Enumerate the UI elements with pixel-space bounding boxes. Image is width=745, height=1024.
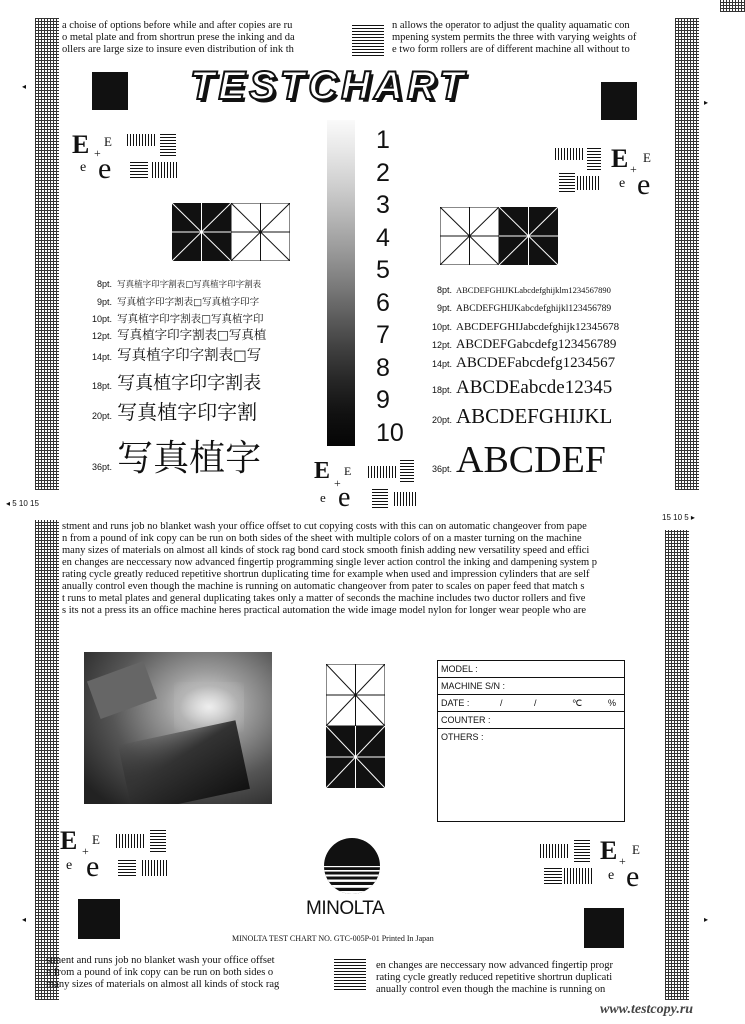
en-sample-9pt (412, 298, 611, 316)
line-pair-bars (368, 466, 396, 478)
size-label: 14pt. (91, 352, 112, 362)
glyph-e-lower-small: e (320, 490, 326, 505)
temperature-unit: ℃ (572, 698, 583, 708)
en-sample-10pt (412, 317, 619, 335)
scale-marker-left: ◂ 5 10 15 (6, 499, 39, 508)
line-pair-bars (555, 148, 583, 160)
line-pair-bars (540, 844, 570, 858)
glyph-e-lower-large: e (626, 860, 640, 893)
glyph-e-small: E (92, 832, 100, 847)
jp-sample-36pt (72, 430, 261, 481)
date-separator: / (500, 698, 503, 708)
glyph-e-large: E (314, 458, 331, 484)
glyph-plus: + (334, 476, 341, 490)
en-sample-8pt (412, 280, 611, 298)
gray-scale-strip (327, 120, 355, 446)
form-counter: COUNTER : (438, 712, 624, 729)
step-label: 6 (376, 288, 390, 317)
glyph-e-lower-small: e (66, 858, 73, 873)
glyph-e-large: E (60, 826, 78, 855)
form-date: DATE : (441, 698, 470, 708)
black-square (78, 899, 120, 939)
size-label: 20pt. (91, 411, 112, 421)
form-date-row (438, 695, 624, 712)
page-title: TESTCHART (190, 64, 468, 108)
size-label: 12pt. (91, 331, 112, 341)
glyph-e-lower-small: e (619, 176, 626, 191)
sample-text: ABCDEFGHIJKL (456, 404, 613, 428)
glyph-e-lower-large: e (338, 482, 351, 513)
photo-shadow (118, 720, 250, 804)
black-square (92, 72, 128, 110)
line-pair-bars (574, 838, 590, 862)
step-label: 7 (376, 321, 390, 349)
line-pair-bars (587, 146, 601, 170)
top-right-corner-grid (720, 0, 745, 12)
text-line: n allows the operator to adjust the quality aquamatic con (392, 20, 630, 31)
en-sample-36pt (412, 438, 606, 482)
resolution-target-top-left (72, 130, 182, 190)
left-grid-strip-bottom (35, 520, 59, 1000)
en-sample-20pt (412, 404, 612, 429)
form-others: OTHERS : (441, 732, 484, 742)
line-pair-bars (127, 134, 157, 146)
left-marker-arrow: ◂ (22, 82, 27, 91)
text-line: en changes are neccessary now advanced fingertip programming single lever action control the inking and dampening system p (62, 557, 598, 568)
star-target-left (172, 203, 290, 261)
text-line: rating cycle greatly reduced repetitive shortrun duplicati (376, 972, 613, 983)
text-line: stment and runs job no blanket wash your office offset (46, 955, 275, 966)
step-label: 9 (376, 386, 390, 414)
size-label: 36pt. (431, 464, 452, 474)
sample-text: 写真植字印字割表□写 (117, 348, 262, 364)
star-target-vertical (326, 664, 385, 788)
text-line: stment and runs job no blanket wash your office offset to cut copying costs with this can on automatic changeover from pape (62, 521, 587, 532)
left-marker-arrow-2: ◂ (22, 915, 27, 924)
glyph-plus: + (94, 146, 101, 160)
size-label: 8pt. (436, 285, 452, 295)
body-paragraph (62, 521, 662, 617)
size-label: 8pt. (96, 279, 112, 289)
star-target-right (440, 207, 558, 265)
line-pair-bars (118, 860, 136, 876)
text-line: e two form rollers are of different machine all without to (392, 44, 630, 55)
sample-text: ABCDEFGHIJabcdefghijk12345678 (456, 321, 620, 333)
line-pair-bars (544, 866, 562, 884)
size-label: 20pt. (431, 415, 452, 425)
text-line: many sizes of materials on almost all kinds of stock rag bond card stock smooth finish adding new versatility speed and effici (62, 545, 590, 556)
size-label: 36pt. (91, 462, 112, 472)
glyph-e-lower-large: e (637, 168, 651, 201)
glyph-plus: + (619, 854, 626, 868)
text-line: anually control even though the machine is running on (376, 984, 606, 995)
text-line: s its not a press its an office machine heres practical automation the wide image model nylon for longer wear people who are (62, 605, 587, 616)
line-pair-bars (152, 162, 178, 178)
right-marker-arrow-2: ▸ (704, 915, 709, 924)
jp-sample-20pt (72, 396, 257, 425)
minolta-logo-icon (322, 836, 382, 896)
right-grid-strip-bottom (665, 530, 689, 1000)
glyph-plus: + (630, 162, 637, 176)
size-label: 9pt. (96, 297, 112, 307)
footer-text-left (46, 955, 328, 991)
line-pair-bars (160, 132, 176, 156)
glyph-e-lower-small: e (608, 868, 615, 883)
text-line: n from a pound of ink copy can be run on both sides o (46, 967, 274, 978)
step-label: 1 (376, 126, 390, 154)
right-grid-strip-top (675, 18, 699, 490)
form-model: MODEL : (438, 661, 624, 678)
text-line: rating cycle greatly reduced repetitive shortrun duplicating time for example when used and impression cylinders that are self (62, 569, 590, 580)
glyph-e-lower-large: e (86, 850, 100, 883)
glyph-e-lower-large: e (98, 152, 112, 185)
text-line: o metal plate and from shortrun prese the inking and da (62, 32, 295, 43)
text-line: t runs to metal plates and general duplicating takes only a matter of seconds the machine includes two ductor rollers and five (62, 593, 586, 604)
size-label: 14pt. (431, 359, 452, 369)
step-label: 5 (376, 256, 390, 284)
jp-sample-14pt (72, 344, 261, 365)
sample-text: 写真植字印字割表□写真植字印字割表 (117, 280, 262, 290)
header-text-left (62, 20, 362, 56)
glyph-e-lower-small: e (80, 160, 87, 175)
size-label: 9pt. (436, 303, 452, 313)
gray-scale-steps (376, 124, 416, 449)
size-label: 18pt. (431, 385, 452, 395)
humidity-unit: % (608, 698, 617, 708)
watermark: www.testcopy.ru (600, 1002, 694, 1017)
sample-text: ABCDEFabcdefg1234567 (456, 355, 616, 371)
halftone-photo (84, 652, 272, 804)
info-form (437, 660, 625, 822)
line-pair-bars (142, 860, 168, 876)
glyph-e-small: E (104, 134, 112, 149)
line-pair-bars (116, 834, 146, 848)
text-line: en changes are neccessary now advanced fingertip progr (376, 960, 614, 971)
size-label: 12pt. (431, 340, 452, 350)
line-pair-bars (394, 492, 418, 506)
size-label: 10pt. (91, 314, 112, 324)
en-sample-12pt (412, 335, 616, 353)
sample-text: ABCDEFGabcdefg123456789 (456, 336, 617, 351)
glyph-e-large: E (611, 144, 629, 173)
text-line: mpening system permits the three with varying weights of (392, 32, 637, 43)
line-pair-bars (559, 172, 575, 192)
sample-text: ABCDEabcde12345 (456, 377, 613, 398)
jp-sample-12pt (72, 324, 266, 343)
resolution-bars-header (352, 24, 384, 56)
line-pair-bars (150, 828, 166, 852)
glyph-e-small: E (344, 464, 352, 478)
resolution-target-top-right (555, 144, 665, 204)
glyph-plus: + (82, 844, 89, 858)
date-separator: / (534, 698, 537, 708)
sample-text: ABCDEFGHIJKLabcdefghijklm1234567890 (456, 285, 611, 295)
line-pair-bars (564, 868, 592, 884)
size-label: 10pt. (431, 322, 452, 332)
left-grid-strip-top (35, 18, 59, 490)
resolution-target-center (314, 458, 424, 514)
resolution-target-bottom-right (540, 836, 650, 896)
jp-sample-8pt (72, 272, 261, 291)
photo-object (87, 661, 157, 719)
black-square (584, 908, 624, 948)
sample-text: 写真植字印字割表□写真植 (117, 327, 267, 342)
text-line: many sizes of materials on almost all kinds of stock rag (46, 979, 280, 990)
glyph-e-small: E (643, 150, 651, 165)
text-line: ollers are large size to insure even distribution of ink th (62, 44, 294, 55)
glyph-e-small: E (632, 842, 640, 857)
glyph-e-large: E (600, 836, 618, 865)
black-square (601, 82, 637, 120)
brand-name: MINOLTA (306, 898, 385, 919)
footer-caption: MINOLTA TEST CHART NO. GTC-005P-01 Printed In Japan (232, 934, 434, 943)
text-line: n from a pound of ink copy can be run on both sides of the sheet with multiple colors of on a master turning on the machine (62, 533, 582, 544)
text-line: anually control even though the machine is running on automatic changeover from pater to scales on paper feed that match s (62, 581, 585, 592)
glyph-e-large: E (72, 130, 90, 159)
resolution-target-bottom-left (60, 826, 170, 886)
resolution-bars-footer (334, 958, 366, 990)
en-sample-14pt (412, 354, 615, 372)
sample-text: 写真植字印字割表 (117, 373, 262, 394)
text-line: a choise of options before while and after copies are ru (62, 20, 293, 31)
sample-text: 写真植字 (117, 438, 262, 479)
sample-text: 写真植字印字割表□写真植字印字 (117, 297, 260, 308)
jp-sample-18pt (72, 369, 261, 395)
sample-text: ABCDEFGHIJKabcdefghijkl123456789 (456, 304, 612, 314)
line-pair-bars (130, 162, 148, 178)
line-pair-bars (400, 460, 414, 482)
step-label: 4 (376, 223, 390, 252)
step-label: 2 (376, 158, 390, 187)
line-pair-bars (372, 488, 388, 508)
sample-text: 写真植字印字割 (117, 400, 258, 424)
form-serial: MACHINE S/N : (438, 678, 624, 695)
step-label: 3 (376, 191, 390, 219)
en-sample-18pt (412, 377, 612, 399)
size-label: 18pt. (91, 381, 112, 391)
sample-text: ABCDEF (456, 439, 606, 481)
right-marker-arrow: ▸ (704, 98, 709, 107)
step-label: 10 (376, 418, 404, 447)
footer-text-right (376, 960, 658, 996)
sample-text: 写真植字印字割表□写真植字印 (117, 313, 264, 325)
scale-marker-right: 15 10 5 ▸ (662, 513, 695, 522)
header-text-right (392, 20, 675, 56)
line-pair-bars (577, 176, 601, 190)
step-label: 8 (376, 353, 390, 382)
